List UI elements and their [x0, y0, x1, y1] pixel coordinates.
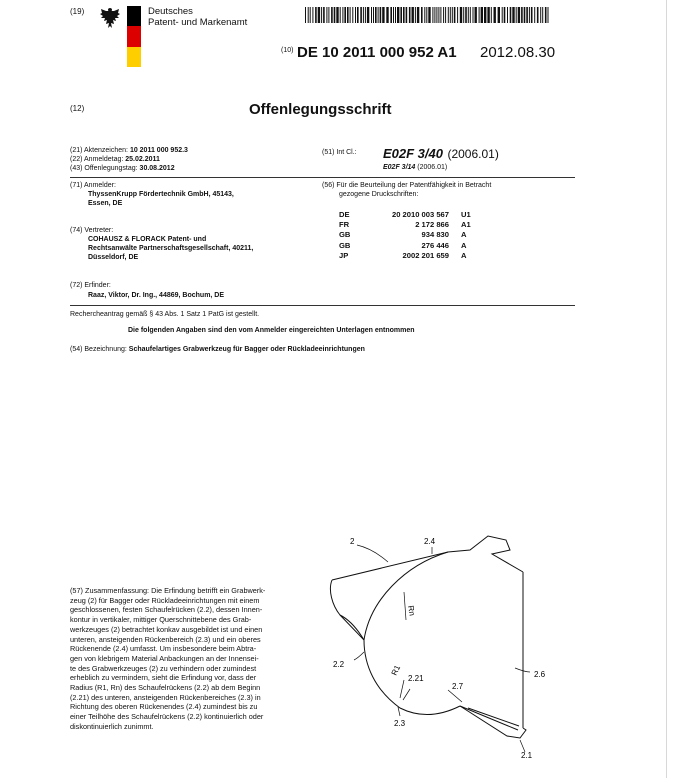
flag-stripe-black	[127, 6, 141, 26]
divider-top	[70, 177, 575, 178]
barcode-bar	[521, 7, 523, 23]
abstract-line: einer Teilhöhe des Schaufelrückens (2.2) kontinuierlich oder	[70, 712, 264, 722]
barcode-bar	[336, 7, 338, 23]
title-label: (54) Bezeichnung:	[70, 346, 127, 353]
intcl-sub-code: E02F 3/14	[383, 164, 416, 171]
intcl-sub-version: (2006.01)	[417, 164, 448, 171]
label-2-21: 2.21	[408, 674, 424, 683]
barcode-bar	[426, 7, 427, 23]
filing-number-value: 10 2011 000 952.3	[129, 147, 188, 154]
barcode-bar	[510, 7, 512, 23]
label-2-7: 2.7	[452, 682, 464, 691]
label-2-2: 2.2	[333, 660, 345, 669]
citation-row	[339, 230, 471, 240]
publication-date-label: (43) Offenlegungstag:	[70, 165, 138, 172]
abstract-line: zeug (2) für Bagger oder Rückladeeinrichtungen mit einem	[70, 595, 260, 605]
barcode-bar	[340, 7, 341, 23]
code-10: (10)	[281, 47, 294, 54]
title-line	[70, 346, 365, 354]
barcode-bar	[308, 7, 309, 23]
abstract-line: werkzeuges (2) betrachtet konkav ausgebildet ist und einen	[70, 624, 263, 634]
representative-label: (74) Vertreter:	[70, 227, 114, 234]
barcode-bar	[382, 7, 384, 23]
citation-country: DE	[339, 209, 350, 219]
barcode-bar	[484, 7, 486, 23]
barcode-bar	[457, 7, 458, 23]
barcode-bar	[397, 7, 399, 23]
representative-line-3: Düsseldorf, DE	[88, 254, 139, 261]
barcode-bar	[363, 7, 364, 23]
filing-number-label: (21) Aktenzeichen:	[70, 147, 128, 154]
flag-stripe-gold	[127, 47, 141, 67]
barcode-bar	[318, 7, 320, 23]
barcode-bar	[440, 7, 441, 23]
office-line-1: Deutsches	[148, 6, 193, 17]
barcode-bar	[312, 7, 313, 23]
federal-eagle-icon	[99, 6, 121, 31]
barcode-bar	[357, 7, 359, 23]
barcode-bar	[524, 7, 526, 23]
barcode-bar	[465, 7, 467, 23]
abstract-line: diskontinuierlich zunimmt.	[70, 721, 154, 731]
barcode-bar	[421, 7, 423, 23]
barcode-bar	[452, 7, 453, 23]
barcode-bar	[328, 7, 329, 23]
barcode-bar	[534, 7, 535, 23]
label-2-4: 2.4	[424, 537, 436, 546]
abstract-line: erheblich zu vermindern, sieht die Erfindung vor, dass der	[70, 673, 257, 683]
applicant-line-2: Essen, DE	[88, 200, 123, 207]
barcode-bar	[542, 7, 543, 23]
office-line-2: Patent- und Markenamt	[148, 17, 248, 28]
bucket-outline	[330, 536, 526, 738]
barcode-bar	[412, 7, 414, 23]
barcode-bar	[445, 7, 446, 23]
inventor-value: Raaz, Viktor, Dr. Ing., 44869, Bochum, DE	[88, 292, 225, 299]
document-number: DE 10 2011 000 952 A1	[297, 44, 457, 61]
barcode-bar	[436, 7, 437, 23]
barcode-bar	[371, 7, 372, 23]
applicant-line-1: ThyssenKrupp Fördertechnik GmbH, 45143,	[88, 191, 234, 198]
label-2-3: 2.3	[394, 719, 406, 728]
barcode-bar	[516, 7, 517, 23]
flag-stripe-red	[127, 26, 141, 46]
barcode-bar	[350, 7, 351, 23]
german-flag-bar	[127, 6, 141, 67]
invention-title: Schaufelartiges Grabwerkzeug für Bagger oder Rückladeeinrichtungen	[128, 346, 365, 353]
citation-number: 20 2010 003 567	[391, 209, 449, 219]
barcode-bar	[487, 7, 489, 23]
barcode-bar	[310, 7, 311, 23]
barcode-bar	[504, 7, 506, 23]
barcode-bar	[305, 7, 306, 23]
abstract-line: Rückenende (2.4) umfasst. Um insbesondere beim Abtra-	[70, 644, 257, 654]
barcode-bar	[355, 7, 356, 23]
barcode-bar	[475, 7, 477, 23]
barcode-bar	[507, 7, 508, 23]
barcode-bar	[424, 7, 425, 23]
barcode-bar	[526, 7, 528, 23]
intcl-main-version: (2006.01)	[447, 147, 499, 161]
barcode-bar	[468, 7, 469, 23]
code-12: (12)	[70, 104, 85, 113]
barcode-bar	[428, 7, 430, 23]
citation-number: 934 830	[421, 230, 449, 240]
barcode-bar	[360, 7, 362, 23]
abstract-line: (2.21) des unteren, ansteigenden Rückenbereiches (2.3) in	[70, 692, 261, 702]
barcode-bar	[386, 7, 388, 23]
label-2: 2	[350, 537, 355, 546]
document-date: 2012.08.30	[480, 44, 556, 61]
barcode-bar	[367, 7, 369, 23]
filing-date	[70, 156, 160, 164]
barcode-bar	[434, 7, 435, 23]
barcode-bar	[494, 7, 496, 23]
barcode-bar	[344, 7, 346, 23]
applicant-docs-note: Die folgenden Angaben sind den vom Anmelder eingereichten Unterlagen entnommen	[128, 327, 415, 334]
filing-number	[70, 147, 188, 155]
citations-label-2: gezogene Druckschriften:	[339, 191, 419, 198]
barcode-bar	[481, 7, 483, 23]
barcode-bar	[403, 7, 405, 23]
barcode-bar	[479, 7, 480, 23]
barcode-bar	[463, 7, 464, 23]
intcl-main	[383, 145, 499, 163]
barcode-bar	[454, 7, 456, 23]
citations-table	[339, 209, 471, 261]
abstract	[70, 586, 326, 732]
barcode-bar	[491, 7, 492, 23]
barcode-bar	[315, 7, 317, 23]
barcode-bar	[502, 7, 503, 23]
barcode-bar	[417, 7, 419, 23]
barcode-bar	[395, 7, 396, 23]
barcode-bar	[473, 7, 474, 23]
barcode-bar	[409, 7, 411, 23]
barcode-bar	[540, 7, 541, 23]
filing-date-label: (22) Anmeldetag:	[70, 156, 124, 163]
barcode-bar	[373, 7, 374, 23]
abstract-line: (57) Zusammenfassung: Die Erfindung betrifft ein Grabwerk-	[70, 586, 266, 595]
citation-country: GB	[339, 230, 351, 240]
page-edge	[666, 0, 667, 778]
barcode-bar	[448, 7, 449, 23]
barcode-bar	[438, 7, 439, 23]
barcode-bar	[548, 7, 549, 23]
abstract-line: Richtung des oberen Rückenendes (2.4) zumindest bis zu	[70, 702, 258, 712]
citation-row	[339, 209, 471, 219]
barcode-bar	[393, 7, 394, 23]
barcode-bar	[380, 7, 382, 23]
barcode-bar	[498, 7, 500, 23]
barcode-bar	[518, 7, 520, 23]
citation-country: FR	[339, 220, 350, 230]
citation-number: 2 172 866	[415, 220, 449, 230]
publication-date-value: 30.08.2012	[139, 165, 175, 172]
barcode-bar	[460, 7, 462, 23]
barcode-bar	[365, 7, 366, 23]
citation-country: GB	[339, 240, 351, 250]
barcode-bar	[415, 7, 416, 23]
barcode-bar	[406, 7, 408, 23]
barcode-bar	[378, 7, 379, 23]
publication-date	[70, 165, 175, 173]
barcode-bar	[470, 7, 471, 23]
barcode-bar	[545, 7, 547, 23]
applicant-label: (71) Anmelder:	[70, 182, 116, 189]
representative-line-1: COHAUSZ & FLORACK Patent- und	[88, 236, 207, 243]
intcl-sub	[383, 164, 447, 172]
abstract-line: gen von klebrigem Material Anbackungen an der Innensei-	[70, 653, 259, 663]
barcode-bar	[334, 7, 336, 23]
citation-row	[339, 240, 471, 250]
intcl-label: (51) Int Cl.:	[322, 149, 357, 156]
citation-number: 276 446	[421, 240, 449, 250]
citation-kind: A	[461, 251, 467, 261]
representative-line-2: Rechtsanwälte Partnerschaftsgesellschaft, 40211,	[88, 245, 254, 252]
barcode-bar	[531, 7, 533, 23]
barcode-bar	[347, 7, 349, 23]
abstract-line: Radius (R1, Rn) des Schaufelrückens (2.2) ab dem Beginn	[70, 683, 261, 693]
barcode-bar	[512, 7, 514, 23]
barcode-bar	[390, 7, 392, 23]
label-rn: Rn	[406, 604, 417, 617]
citation-kind: A1	[461, 220, 471, 230]
citation-kind: U1	[461, 209, 471, 219]
barcode-bar	[537, 7, 539, 23]
code-19: (19)	[70, 7, 85, 16]
citation-number: 2002 201 659	[402, 251, 449, 261]
intcl-main-code: E02F 3/40	[383, 146, 443, 161]
label-2-1: 2.1	[521, 751, 533, 760]
citation-row	[339, 251, 471, 261]
barcode-bar	[443, 7, 444, 23]
barcode-bar	[342, 7, 343, 23]
citations-label-1: (56) Für die Beurteilung der Patentfähigkeit in Betracht	[322, 182, 492, 189]
barcode-bar	[326, 7, 327, 23]
citation-country: JP	[339, 251, 349, 261]
document-type: Offenlegungsschrift	[249, 101, 392, 118]
abstract-line: geschlossenen, festen Schaufelrücken (2.2), dessen Innen-	[70, 605, 263, 615]
abstract-line: te des Grabwerkzeuges (2) zu verhindern oder zumindest	[70, 663, 257, 673]
abstract-line: unteren, ansteigenden Rückenbereich (2.3) und ein oberes	[70, 634, 261, 644]
barcode-bar	[331, 7, 333, 23]
barcode-bar	[529, 7, 530, 23]
inventor-label: (72) Erfinder:	[70, 282, 111, 289]
barcode-bar	[375, 7, 377, 23]
barcode	[305, 7, 551, 23]
barcode-bar	[323, 7, 325, 23]
citation-kind: A	[461, 230, 467, 240]
barcode-bar	[400, 7, 402, 23]
filing-date-value: 25.02.2011	[125, 156, 160, 163]
barcode-bar	[321, 7, 322, 23]
barcode-bar	[450, 7, 451, 23]
barcode-bar	[352, 7, 353, 23]
office-name	[148, 6, 247, 28]
label-2-6: 2.6	[534, 670, 546, 679]
citation-kind: A	[461, 240, 467, 250]
search-request-note: Rechercheantrag gemäß § 43 Abs. 1 Satz 1 PatG ist gestellt.	[70, 311, 260, 318]
citation-row	[339, 219, 471, 229]
divider-bottom	[70, 305, 575, 306]
label-r1: R1	[389, 663, 403, 677]
abstract-line: kontur in vertikaler, mittiger Querschnittebene des Grab-	[70, 615, 252, 625]
barcode-bar	[432, 7, 433, 23]
bucket-drawing	[320, 530, 560, 765]
